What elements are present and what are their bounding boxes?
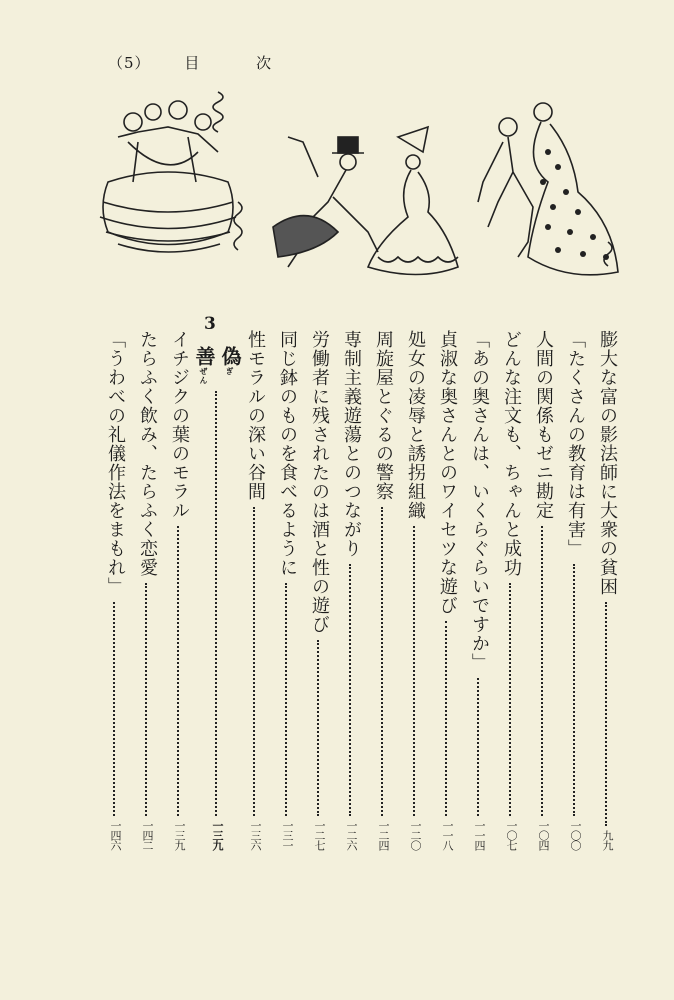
entry-title: どんな注文も、ちゃんと成功: [501, 330, 522, 577]
dot-leader: [177, 526, 181, 816]
chapter-heading[interactable]: [192, 346, 242, 850]
entry-title: 労働者に残されたのは酒と性の遊び: [309, 330, 330, 634]
toc-entry[interactable]: [466, 330, 492, 850]
dancers-illustration: [78, 82, 638, 302]
toc-entry[interactable]: [242, 330, 268, 850]
toc-entry[interactable]: [102, 330, 128, 850]
chapter-ruby-2: ぜん: [199, 367, 209, 385]
dot-leader: [541, 526, 545, 816]
toc-entry[interactable]: [134, 330, 160, 850]
dot-leader: [477, 678, 481, 816]
toc-entry[interactable]: [274, 330, 300, 850]
toc-entry[interactable]: [434, 330, 460, 850]
toc-entry[interactable]: [166, 330, 192, 850]
entry-page: 一三九: [173, 820, 186, 850]
entry-page: 一〇〇: [569, 820, 582, 850]
entry-page: 一三六: [249, 820, 262, 850]
entry-title: 膨大な富の影法師に大衆の貧困: [597, 330, 618, 596]
toc-heading-1: 目: [184, 54, 201, 72]
entry-title: 周旋屋とぐるの警察: [373, 330, 394, 501]
chapter-number: 3: [204, 314, 216, 334]
entry-title: 「たくさんの教育は有害」: [565, 330, 586, 558]
entry-page: 一〇四: [537, 820, 550, 850]
entry-title: 性モラルの深い谷間: [245, 330, 266, 501]
entry-page: 一三一: [281, 820, 294, 850]
entry-title: 貞淑な奥さんとのワイセツな遊び: [437, 330, 458, 615]
toc-entry[interactable]: [402, 330, 428, 850]
dot-leader: [509, 583, 513, 816]
table-of-contents: [82, 314, 622, 870]
entry-title: イチジクの葉のモラル: [169, 330, 190, 520]
entry-title: 専制主義遊蕩とのつながり: [341, 330, 362, 558]
dot-leader: [381, 507, 385, 816]
dot-leader: [349, 564, 353, 816]
chapter-title-char-2: 善: [192, 346, 216, 367]
entry-title: 人間の関係もゼニ勘定: [533, 330, 554, 520]
toc-entry[interactable]: [370, 330, 396, 850]
entry-page: 一二〇: [409, 820, 422, 850]
dot-leader: [573, 564, 577, 816]
dot-leader: [215, 391, 219, 816]
toc-entry[interactable]: [338, 330, 364, 850]
entry-page: 一四六: [109, 820, 122, 850]
entry-page: 九九: [601, 830, 614, 850]
dot-leader: [145, 583, 149, 816]
toc-entry[interactable]: [306, 330, 332, 850]
entry-title: 「あの奥さんは、いくらぐらいですか」: [469, 330, 490, 672]
entry-page: 一一八: [441, 820, 454, 850]
chapter-ruby-1: ぎ: [225, 367, 235, 376]
dot-leader: [413, 526, 417, 816]
toc-heading-2: 次: [256, 54, 273, 72]
toc-entry[interactable]: [594, 330, 620, 850]
dot-leader: [285, 583, 289, 816]
toc-entry[interactable]: [562, 330, 588, 850]
entry-page: 一二六: [345, 820, 358, 850]
chapter-page: 一三九: [211, 820, 224, 850]
entry-title: 処女の凌辱と誘拐組織: [405, 330, 426, 520]
chapter-title-char-1: 偽: [218, 346, 242, 367]
entry-page: 一〇七: [505, 820, 518, 850]
entry-page: 一四二: [141, 820, 154, 850]
page-number: （5）: [108, 54, 151, 72]
entry-page: 一一四: [473, 820, 486, 850]
toc-entry[interactable]: [498, 330, 524, 850]
dot-leader: [113, 602, 117, 816]
dot-leader: [605, 602, 609, 826]
entry-title: 「うわべの礼儀作法をまもれ」: [105, 330, 126, 596]
chapter-title: [191, 346, 243, 385]
entry-page: 一二七: [313, 820, 326, 850]
page-header: [108, 52, 272, 73]
dot-leader: [445, 621, 449, 816]
entry-title: たらふく飲み、たらふく恋愛: [137, 330, 158, 577]
entry-title: 同じ鉢のものを食べるように: [277, 330, 298, 577]
dancers-group-middle: [273, 127, 458, 275]
toc-entry[interactable]: [530, 330, 556, 850]
dot-leader: [317, 640, 321, 816]
dancers-group-right: [478, 103, 618, 275]
dancers-group-left: [100, 92, 242, 252]
dot-leader: [253, 507, 257, 816]
entry-page: 一二四: [377, 820, 390, 850]
